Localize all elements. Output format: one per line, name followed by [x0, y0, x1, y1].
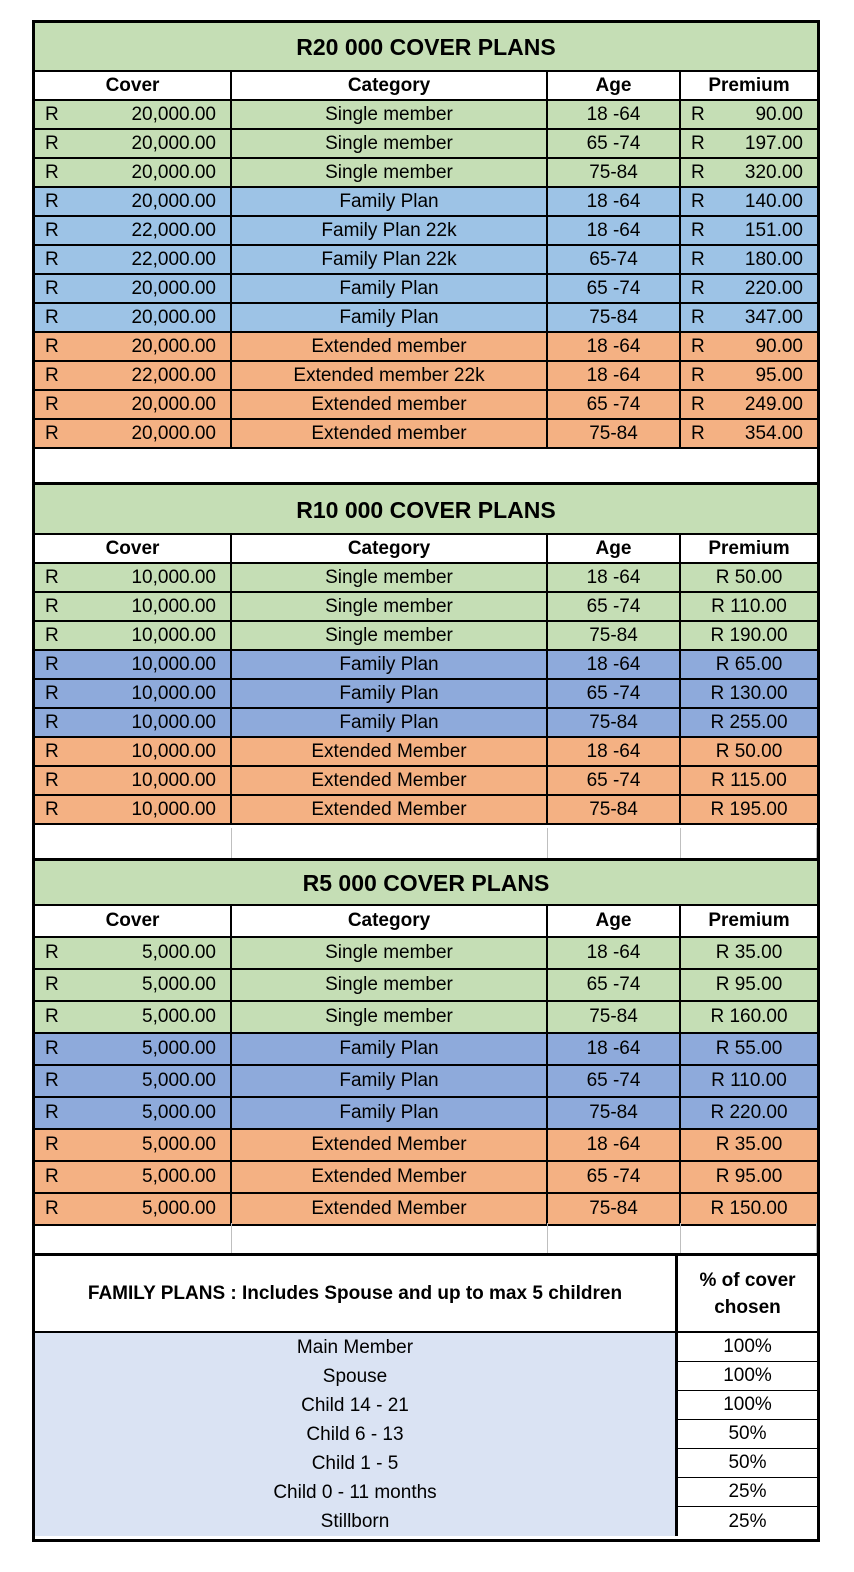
- cover-plans-sheet: [32, 20, 820, 1542]
- premium-currency: R: [691, 161, 705, 183]
- family-member-percent: 100%: [678, 1391, 817, 1420]
- family-member-percent: 50%: [678, 1420, 817, 1449]
- spacer-cell: [35, 828, 232, 858]
- premium-cell: R 35.00: [715, 942, 783, 963]
- premium-cell: R 160.00: [710, 1006, 788, 1027]
- cover-cell: [35, 391, 232, 418]
- header-category: Category: [232, 72, 548, 99]
- age-cell: 75-84: [548, 622, 681, 649]
- age-cell: 65 -74: [548, 391, 681, 418]
- cover-cell: [35, 970, 232, 1000]
- family-plans-header: [35, 1253, 817, 1333]
- category-cell: Extended Member: [232, 767, 548, 794]
- premium-amount: 197.00: [744, 132, 803, 154]
- age-cell: 65 -74: [548, 680, 681, 707]
- table-row: [35, 622, 817, 651]
- premium-cell: R 110.00: [711, 595, 787, 617]
- cover-cell: [35, 738, 232, 765]
- cover-currency: R: [45, 1006, 59, 1027]
- cover-amount: 10,000.00: [131, 798, 216, 820]
- premium-cell: R 55.00: [715, 1038, 783, 1059]
- category-cell: Single member: [232, 970, 548, 1000]
- header-cover: Cover: [35, 535, 232, 562]
- spacer-cell: [681, 1223, 817, 1253]
- section-title: R20 000 COVER PLANS: [35, 23, 817, 72]
- age-cell: 18 -64: [548, 1034, 681, 1064]
- cover-amount: 20,000.00: [131, 132, 216, 154]
- table-row: [35, 420, 817, 449]
- premium-cell: [681, 159, 817, 186]
- spacer-cell: [232, 828, 548, 858]
- cover-currency: R: [45, 248, 59, 270]
- rows-r20000: [35, 101, 817, 449]
- table-row: [35, 1002, 817, 1034]
- age-cell: 75-84: [548, 1098, 681, 1128]
- table-row: [35, 1162, 817, 1194]
- category-cell: Extended member: [232, 391, 548, 418]
- category-cell: Family Plan 22k: [232, 217, 548, 244]
- section-r5000: [35, 858, 817, 1226]
- cover-currency: R: [45, 277, 59, 299]
- table-row: [35, 275, 817, 304]
- spacer-cell: [35, 1223, 232, 1253]
- family-member-row: [35, 1362, 817, 1391]
- age-cell: 18 -64: [548, 217, 681, 244]
- premium-currency: R: [691, 103, 705, 125]
- age-cell: 75-84: [548, 796, 681, 823]
- cover-currency: R: [45, 364, 59, 386]
- cover-currency: R: [45, 1134, 59, 1155]
- cover-currency: R: [45, 1070, 59, 1091]
- premium-cell: R 110.00: [711, 1070, 787, 1091]
- cover-currency: R: [45, 653, 59, 675]
- spacer-row: [35, 1223, 817, 1253]
- cover-cell: [35, 362, 232, 389]
- premium-cell: R 115.00: [711, 769, 787, 791]
- category-cell: Single member: [232, 593, 548, 620]
- cover-amount: 5,000.00: [142, 1006, 216, 1027]
- section-r10000: [35, 482, 817, 825]
- category-cell: Extended Member: [232, 1194, 548, 1224]
- premium-cell: [681, 188, 817, 215]
- cover-cell: [35, 767, 232, 794]
- age-cell: 18 -64: [548, 564, 681, 591]
- cover-currency: R: [45, 942, 59, 963]
- family-member-percent: 100%: [678, 1333, 817, 1362]
- table-row: [35, 1194, 817, 1226]
- cover-amount: 5,000.00: [142, 1102, 216, 1123]
- premium-cell: R 95.00: [715, 974, 783, 995]
- cover-cell: [35, 680, 232, 707]
- premium-cell: [681, 275, 817, 302]
- premium-cell: [681, 246, 817, 273]
- category-cell: Single member: [232, 130, 548, 157]
- cover-cell: [35, 1034, 232, 1064]
- cover-currency: R: [45, 974, 59, 995]
- family-plans-list: [35, 1333, 817, 1536]
- age-cell: 65 -74: [548, 767, 681, 794]
- premium-amount: 354.00: [744, 422, 803, 444]
- cover-amount: 10,000.00: [131, 653, 216, 675]
- premium-amount: 320.00: [744, 161, 803, 183]
- table-row: [35, 1034, 817, 1066]
- category-cell: Single member: [232, 564, 548, 591]
- premium-cell: [681, 304, 817, 331]
- family-member-row: [35, 1391, 817, 1420]
- premium-amount: 90.00: [755, 335, 803, 357]
- cover-currency: R: [45, 190, 59, 212]
- family-member-row: [35, 1507, 817, 1536]
- age-cell: 18 -64: [548, 362, 681, 389]
- premium-amount: 151.00: [744, 219, 803, 241]
- category-cell: Family Plan: [232, 680, 548, 707]
- cover-cell: [35, 564, 232, 591]
- table-row: [35, 304, 817, 333]
- cover-cell: [35, 1066, 232, 1096]
- premium-currency: R: [691, 277, 705, 299]
- header-cover: Cover: [35, 72, 232, 99]
- age-cell: 75-84: [548, 709, 681, 736]
- premium-cell: R 190.00: [710, 624, 788, 646]
- premium-amount: 347.00: [744, 306, 803, 328]
- premium-currency: R: [691, 422, 705, 444]
- table-row: [35, 938, 817, 970]
- cover-currency: R: [45, 566, 59, 588]
- header-category: Category: [232, 535, 548, 562]
- premium-amount: 180.00: [744, 248, 803, 270]
- cover-amount: 5,000.00: [142, 1166, 216, 1187]
- family-member-row: [35, 1333, 817, 1362]
- cover-amount: 10,000.00: [131, 769, 216, 791]
- cover-amount: 10,000.00: [131, 740, 216, 762]
- cover-currency: R: [45, 306, 59, 328]
- spacer-cell: [232, 1223, 548, 1253]
- cover-amount: 10,000.00: [131, 682, 216, 704]
- category-cell: Family Plan: [232, 1034, 548, 1064]
- table-row: [35, 1130, 817, 1162]
- category-cell: Family Plan: [232, 275, 548, 302]
- cover-currency: R: [45, 740, 59, 762]
- cover-currency: R: [45, 219, 59, 241]
- premium-cell: R 50.00: [715, 740, 783, 762]
- category-cell: Family Plan: [232, 304, 548, 331]
- family-member-label: Child 14 - 21: [35, 1391, 678, 1420]
- table-row: [35, 1098, 817, 1130]
- cover-amount: 5,000.00: [142, 1198, 216, 1219]
- age-cell: 18 -64: [548, 188, 681, 215]
- premium-amount: 220.00: [744, 277, 803, 299]
- cover-cell: [35, 101, 232, 128]
- percent-heading-line-1: % of cover: [699, 1269, 796, 1291]
- cover-cell: [35, 651, 232, 678]
- cover-amount: 10,000.00: [131, 624, 216, 646]
- percent-of-cover-heading: [678, 1256, 817, 1331]
- cover-cell: [35, 159, 232, 186]
- family-member-label: Main Member: [35, 1333, 678, 1362]
- cover-cell: [35, 1162, 232, 1192]
- spacer-row: [35, 828, 817, 858]
- premium-cell: [681, 420, 817, 447]
- category-cell: Family Plan 22k: [232, 246, 548, 273]
- cover-amount: 5,000.00: [142, 974, 216, 995]
- premium-cell: [681, 130, 817, 157]
- premium-amount: 95.00: [755, 364, 803, 386]
- cover-amount: 20,000.00: [131, 393, 216, 415]
- family-member-percent: 25%: [678, 1478, 817, 1507]
- section-title: R10 000 COVER PLANS: [35, 485, 817, 535]
- cover-currency: R: [45, 1038, 59, 1059]
- cover-cell: [35, 709, 232, 736]
- age-cell: 18 -64: [548, 1130, 681, 1160]
- cover-currency: R: [45, 595, 59, 617]
- premium-cell: R 130.00: [710, 682, 788, 704]
- premium-currency: R: [691, 248, 705, 270]
- table-row: [35, 680, 817, 709]
- family-member-percent: 50%: [678, 1449, 817, 1478]
- table-row: [35, 593, 817, 622]
- table-row: [35, 970, 817, 1002]
- family-member-row: [35, 1449, 817, 1478]
- rows-r10000: [35, 564, 817, 825]
- cover-cell: [35, 1002, 232, 1032]
- spacer-cell: [548, 828, 681, 858]
- header-row: [35, 72, 817, 101]
- premium-currency: R: [691, 190, 705, 212]
- family-member-label: Child 1 - 5: [35, 1449, 678, 1478]
- cover-currency: R: [45, 1198, 59, 1219]
- rows-r5000: [35, 938, 817, 1226]
- category-cell: Extended member 22k: [232, 362, 548, 389]
- premium-currency: R: [691, 219, 705, 241]
- age-cell: 65 -74: [548, 1162, 681, 1192]
- age-cell: 65-74: [548, 246, 681, 273]
- table-row: [35, 391, 817, 420]
- category-cell: Single member: [232, 101, 548, 128]
- cover-cell: [35, 796, 232, 823]
- family-member-label: Stillborn: [35, 1507, 678, 1536]
- header-age: Age: [548, 535, 681, 562]
- cover-amount: 22,000.00: [131, 219, 216, 241]
- premium-cell: R 65.00: [715, 653, 783, 675]
- age-cell: 75-84: [548, 1002, 681, 1032]
- cover-cell: [35, 188, 232, 215]
- premium-amount: 249.00: [744, 393, 803, 415]
- premium-amount: 90.00: [755, 103, 803, 125]
- premium-currency: R: [691, 364, 705, 386]
- cover-amount: 22,000.00: [131, 364, 216, 386]
- cover-cell: [35, 275, 232, 302]
- cover-currency: R: [45, 393, 59, 415]
- category-cell: Extended Member: [232, 1162, 548, 1192]
- category-cell: Family Plan: [232, 188, 548, 215]
- family-member-label: Spouse: [35, 1362, 678, 1391]
- category-cell: Family Plan: [232, 651, 548, 678]
- section-r20000: [35, 23, 817, 449]
- premium-cell: R 35.00: [715, 1134, 783, 1155]
- age-cell: 18 -64: [548, 333, 681, 360]
- cover-amount: 20,000.00: [131, 190, 216, 212]
- table-row: [35, 796, 817, 825]
- age-cell: 18 -64: [548, 101, 681, 128]
- table-row: [35, 709, 817, 738]
- cover-amount: 5,000.00: [142, 1070, 216, 1091]
- cover-amount: 20,000.00: [131, 306, 216, 328]
- table-row: [35, 130, 817, 159]
- cover-currency: R: [45, 682, 59, 704]
- category-cell: Single member: [232, 938, 548, 968]
- cover-amount: 22,000.00: [131, 248, 216, 270]
- cover-cell: [35, 1130, 232, 1160]
- cover-amount: 10,000.00: [131, 595, 216, 617]
- table-row: [35, 101, 817, 130]
- header-category: Category: [232, 906, 548, 936]
- header-premium: Premium: [708, 910, 790, 931]
- cover-cell: [35, 622, 232, 649]
- premium-cell: [681, 391, 817, 418]
- premium-cell: R 50.00: [715, 566, 783, 588]
- premium-cell: [681, 101, 817, 128]
- cover-currency: R: [45, 769, 59, 791]
- family-member-label: Child 0 - 11 months: [35, 1478, 678, 1507]
- header-row: [35, 535, 817, 564]
- age-cell: 65 -74: [548, 130, 681, 157]
- cover-amount: 5,000.00: [142, 1134, 216, 1155]
- table-row: [35, 246, 817, 275]
- cover-currency: R: [45, 1166, 59, 1187]
- age-cell: 75-84: [548, 420, 681, 447]
- header-age: Age: [548, 906, 681, 936]
- family-member-percent: 100%: [678, 1362, 817, 1391]
- premium-cell: R 150.00: [710, 1198, 788, 1219]
- age-cell: 18 -64: [548, 651, 681, 678]
- category-cell: Extended Member: [232, 738, 548, 765]
- cover-currency: R: [45, 132, 59, 154]
- cover-currency: R: [45, 422, 59, 444]
- age-cell: 75-84: [548, 1194, 681, 1224]
- table-row: [35, 159, 817, 188]
- spacer-cell: [681, 828, 817, 858]
- premium-cell: [681, 217, 817, 244]
- table-row: [35, 188, 817, 217]
- premium-cell: R 95.00: [715, 1166, 783, 1187]
- age-cell: 65 -74: [548, 593, 681, 620]
- age-cell: 75-84: [548, 159, 681, 186]
- table-row: [35, 362, 817, 391]
- cover-currency: R: [45, 1102, 59, 1123]
- percent-heading-line-2: chosen: [714, 1296, 781, 1318]
- cover-currency: R: [45, 798, 59, 820]
- category-cell: Family Plan: [232, 1098, 548, 1128]
- family-plans-heading: FAMILY PLANS : Includes Spouse and up to max 5 children: [35, 1256, 678, 1331]
- category-cell: Family Plan: [232, 709, 548, 736]
- cover-currency: R: [45, 624, 59, 646]
- family-member-row: [35, 1478, 817, 1507]
- cover-amount: 20,000.00: [131, 161, 216, 183]
- premium-cell: [681, 362, 817, 389]
- spacer-row: [35, 452, 817, 482]
- premium-currency: R: [691, 306, 705, 328]
- family-member-percent: 25%: [728, 1510, 767, 1532]
- table-row: [35, 767, 817, 796]
- cover-cell: [35, 1194, 232, 1224]
- cover-currency: R: [45, 161, 59, 183]
- category-cell: Single member: [232, 159, 548, 186]
- premium-cell: R 255.00: [710, 711, 788, 733]
- table-row: [35, 651, 817, 680]
- cover-amount: 20,000.00: [131, 277, 216, 299]
- table-row: [35, 217, 817, 246]
- category-cell: Extended member: [232, 333, 548, 360]
- header-age: Age: [548, 72, 681, 99]
- cover-cell: [35, 246, 232, 273]
- premium-cell: R 195.00: [710, 798, 788, 820]
- premium-cell: R 220.00: [710, 1102, 788, 1123]
- table-row: [35, 564, 817, 593]
- category-cell: Family Plan: [232, 1066, 548, 1096]
- cover-cell: [35, 1098, 232, 1128]
- table-row: [35, 1066, 817, 1098]
- premium-currency: R: [691, 132, 705, 154]
- cover-cell: [35, 130, 232, 157]
- category-cell: Extended member: [232, 420, 548, 447]
- cover-amount: 20,000.00: [131, 335, 216, 357]
- section-title: R5 000 COVER PLANS: [35, 861, 817, 906]
- header-premium: Premium: [708, 537, 790, 559]
- premium-amount: 140.00: [744, 190, 803, 212]
- cover-amount: 5,000.00: [142, 1038, 216, 1059]
- premium-currency: R: [691, 393, 705, 415]
- cover-amount: 5,000.00: [142, 942, 216, 963]
- cover-cell: [35, 938, 232, 968]
- cover-cell: [35, 593, 232, 620]
- category-cell: Extended Member: [232, 1130, 548, 1160]
- age-cell: 75-84: [548, 304, 681, 331]
- cover-amount: 20,000.00: [131, 103, 216, 125]
- cover-currency: R: [45, 711, 59, 733]
- cover-cell: [35, 304, 232, 331]
- age-cell: 18 -64: [548, 938, 681, 968]
- age-cell: 65 -74: [548, 1066, 681, 1096]
- cover-amount: 20,000.00: [131, 422, 216, 444]
- table-row: [35, 738, 817, 767]
- cover-cell: [35, 333, 232, 360]
- family-member-row: [35, 1420, 817, 1449]
- spacer-cell: [548, 1223, 681, 1253]
- cover-currency: R: [45, 335, 59, 357]
- age-cell: 65 -74: [548, 275, 681, 302]
- category-cell: Extended Member: [232, 796, 548, 823]
- category-cell: Single member: [232, 1002, 548, 1032]
- cover-cell: [35, 217, 232, 244]
- header-cover: Cover: [35, 906, 232, 936]
- age-cell: 18 -64: [548, 738, 681, 765]
- cover-cell: [35, 420, 232, 447]
- premium-currency: R: [691, 335, 705, 357]
- header-row: [35, 906, 817, 938]
- cover-amount: 10,000.00: [131, 711, 216, 733]
- family-member-label: Child 6 - 13: [35, 1420, 678, 1449]
- header-premium: Premium: [708, 74, 790, 96]
- table-row: [35, 333, 817, 362]
- category-cell: Single member: [232, 622, 548, 649]
- age-cell: 65 -74: [548, 970, 681, 1000]
- cover-currency: R: [45, 103, 59, 125]
- cover-amount: 10,000.00: [131, 566, 216, 588]
- premium-cell: [681, 333, 817, 360]
